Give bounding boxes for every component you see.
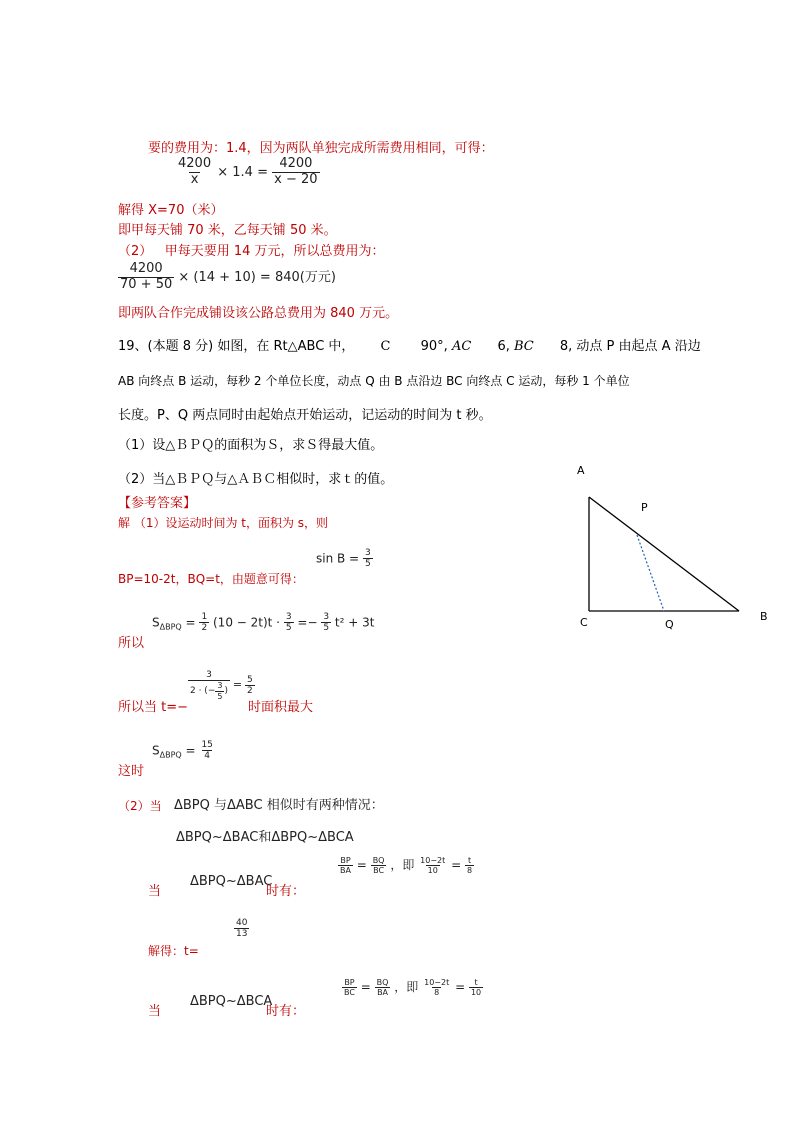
cost-line: 要的费用为：1.4，因为两队单独完成所需费用相同，可得： [148,141,494,156]
t1-value: $\frac{40}{13}$ [236,918,248,940]
case2-ratio: $\frac{BP}{BC}$ = $\frac{BQ}{BA}$ ，即 $\frac{10-2t}{8}$ = $\frac{t}{10}$ [344,978,482,998]
total-cost: 即两队合作完成铺设该公路总费用为 840 万元。 [118,306,399,321]
case1-shiyou: 时有： [266,884,306,899]
sinB-eq: sin B = $\frac{3}{5}$ [316,548,371,570]
case2-label: ΔBPQ~ΔBCA [190,994,273,1009]
label-q: Q [665,618,674,631]
max-area-eq: $S_{\Delta BPQ}$ = $\frac{15}{4}$ [152,740,213,762]
q19-line3: 长度。P、Q 两点同时由起始点开始运动，记运动的时间为 t 秒。 [118,408,492,423]
q19-line1: 19、(本题 8 分) 如图，在 Rt△ABC 中， C 90°, AC 6, BC 8, 动点 P 由起点 A 沿边 [118,339,701,354]
label-a: A [577,464,585,477]
case1-dang: 当 [148,884,162,899]
equation-2: $\frac{4200}{70 + 50}$ × (14 + 10) = 840(万元) [120,261,336,292]
case1-label: ΔBPQ~ΔBAC [190,874,273,889]
daily-length: 即甲每天铺 70 米，乙每天铺 50 米。 [118,223,337,238]
case2-dang: 当 [148,1004,162,1019]
q19-line2: AB 向终点 B 运动，每秒 2 个单位长度，动点 Q 由 B 点沿边 BC 向终点 C 运动，每秒 1 个单位 [118,374,630,388]
solution-x: 解得 X=70（米） [118,203,224,218]
area-equation: $S_{\Delta BPQ}$ = $\frac{1}{2}$ (10 − 2t)t · $\frac{3}{5}$ =− $\frac{3}{5}$ t² + 3t [152,612,375,634]
max-line-pre: 所以当 t=− [118,700,189,715]
answer-header: 【参考答案】 [118,496,197,511]
q19-part1: （1）设△ＢＰＱ的面积为Ｓ，求Ｓ得最大值。 [118,438,384,453]
vertex-fraction: 3 2 · (− $\frac{3}{5}$ ) = $\frac{5}{2}$ [190,670,253,701]
zheshi-label: 这时 [118,764,145,779]
part2-line: （2） 甲每天要用 14 万元，所以总费用为： [118,244,385,259]
two-cases: ΔBPQ~ΔBAC和ΔBPQ~ΔBCA [176,830,354,845]
side-ab [589,497,739,611]
case2-shiyou: 时有： [266,1004,306,1019]
jiede-label: 解得：t= [148,944,199,958]
max-line-post: 时面积最大 [248,700,314,715]
answer-setup: 解 （1）设运动时间为 t，面积为 s，则 [118,516,329,530]
q19-part2: （2）当△ＢＰＱ与△ＡＢＣ相似时，求ｔ的值。 [118,472,394,487]
label-c: C [580,616,588,629]
label-b: B [760,610,768,623]
part2-num: （2）当 [118,799,162,813]
part2-text: ΔBPQ 与ΔABC 相似时有两种情况： [174,798,384,813]
label-p: P [641,501,648,514]
suoyi-label: 所以 [118,636,145,651]
bp-bq-line: BP=10-2t，BQ=t，由题意可得： [118,572,304,586]
equation-1: $\frac{4200}{x}$ × 1.4 = $\frac{4200}{x - 20}$ [178,156,318,187]
case1-ratio: $\frac{BP}{BA}$ = $\frac{BQ}{BC}$ ，即 $\frac{10-2t}{10}$ = $\frac{t}{8}$ [340,856,473,876]
triangle-figure [560,455,780,635]
segment-pq [637,535,664,611]
